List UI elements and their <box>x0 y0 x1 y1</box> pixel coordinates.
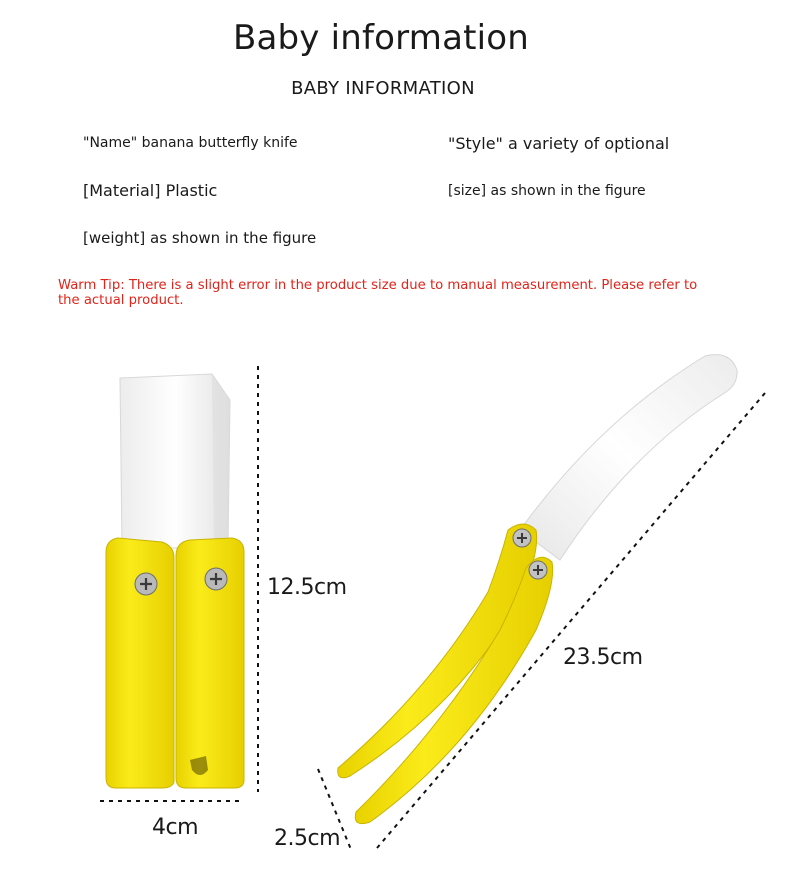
spec-material: [Material] Plastic <box>83 181 218 200</box>
width-label: 4cm <box>152 815 199 840</box>
pivot-screw-lower <box>529 561 547 579</box>
handle-inner <box>355 557 552 823</box>
length-label: 23.5cm <box>563 645 643 670</box>
pivot-screw-upper <box>513 529 531 547</box>
warm-tip: Warm Tip: There is a slight error in the product size due to manual measurement. Please refer to the actual product. <box>58 278 698 308</box>
spec-size: [size] as shown in the figure <box>448 183 646 199</box>
pivot-screw-left <box>135 573 157 595</box>
height-label: 12.5cm <box>267 575 347 600</box>
pivot-screw-right <box>205 568 227 590</box>
page-subtitle: BABY INFORMATION <box>291 78 475 99</box>
unfolded-knife <box>338 355 737 824</box>
folded-knife <box>106 374 244 788</box>
page-title: Baby information <box>232 18 530 58</box>
spec-weight: [weight] as shown in the figure <box>83 229 317 247</box>
spec-style: "Style" a variety of optional <box>448 134 670 153</box>
unfolded-blade <box>520 355 737 560</box>
spec-name: "Name" banana butterfly knife <box>83 135 298 151</box>
length-dimension-line <box>377 393 765 848</box>
thickness-label: 2.5cm <box>274 826 341 851</box>
